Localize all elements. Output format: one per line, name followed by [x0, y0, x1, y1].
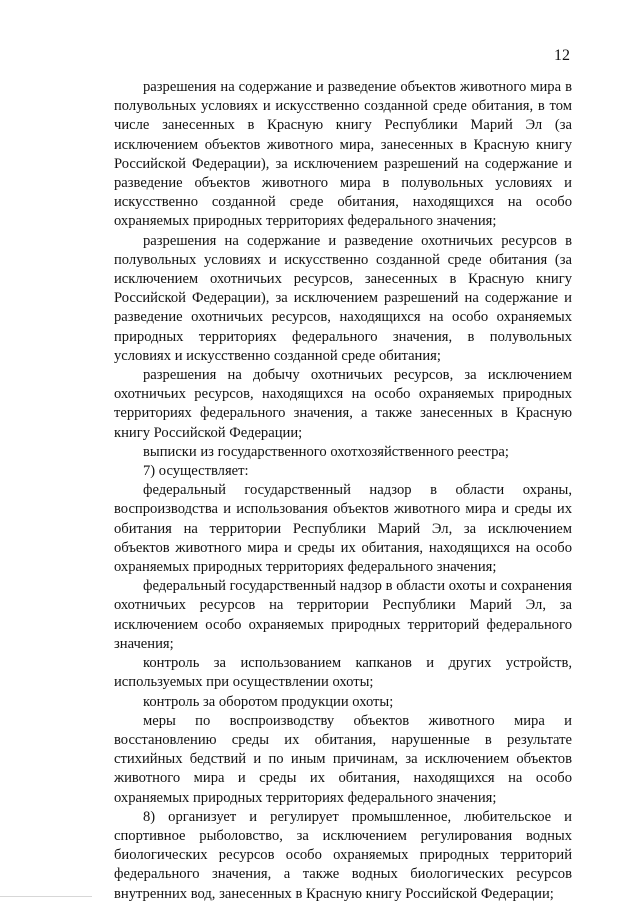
- paragraph-item-8-fishing: 8) организует и регулирует промышленное, любительское и спортивное рыболовство, за исключением регулирования водных биологических ресурсов особо охраняемых природных территорий федерального значения, а также водных биологических ресурсов внутренних вод, занесенных в Красную книгу Российской Федерации;: [114, 808, 572, 902]
- paragraph-hunting-supervision: федеральный государственный надзор в области охоты и сохранения охотничьих ресурсов на территории Республики Марий Эл, за исключением особо охраняемых природных территорий федерального значения;: [114, 578, 572, 652]
- paragraph-registry-extracts: выписки из государственного охотхозяйственного реестра;: [143, 443, 509, 460]
- paragraph-trap-control: контроль за использованием капканов и других устройств, используемых при осуществлении охоты;: [114, 655, 572, 691]
- paragraph-reproduction-measures: меры по воспроизводству объектов животного мира и восстановлению среды их обитания, нарушенные в результате стихийных бедствий и по иным причинам, за исключением объектов животного мира и среды их обитания, находящихся на особо охраняемых природных территориях федерального значения;: [114, 712, 572, 806]
- paragraph-hunting-maintenance-permits-wildlife: разрешения на содержание и разведение объектов животного мира в полувольных условиях и искусственно созданной среде обитания, в том числе занесенных в Красную книгу Республики Марий Эл (за исключением объектов животного мира, занесенных в Красную книгу Российской Федерации), за исключением разрешений на содержание и разведение объектов животного мира в полувольных условиях и искусственно созданной среде обитания, находящихся на особо охраняемых природных территориях федерального значения;: [114, 79, 572, 230]
- paragraph-hunting-products-control: контроль за оборотом продукции охоты;: [143, 693, 394, 710]
- paragraph-wildlife-supervision: федеральный государственный надзор в области охраны, воспроизводства и использования объектов животного мира и среды их обитания на территории Республики Марий Эл, за исключением объектов животного мира и среды их обитания, находящихся на особо охраняемых природных территориях федерального значения;: [114, 482, 572, 576]
- paragraph-hunting-resources-maintenance-permits: разрешения на содержание и разведение охотничьих ресурсов в полувольных условиях и искусственно созданной среде обитания (за исключением охотничьих ресурсов, занесенных в Красную книгу Российской Федерации), за исключением разрешений на содержание и разведение охотничьих ресурсов, находящихся на особо охраняемых природных территориях федерального значения, в полувольных условиях и искусственно созданной среде обитания;: [114, 232, 572, 364]
- page-number: 12: [554, 47, 570, 64]
- document-body: [114, 78, 572, 904]
- paragraph-hunting-extraction-permits: разрешения на добычу охотничьих ресурсов, за исключением охотничьих ресурсов, находящихся на особо охраняемых природных территориях федерального значения, а также занесенных в Красную книгу Российской Федерации;: [114, 367, 572, 441]
- footnote-divider: [0, 896, 92, 897]
- paragraph-item-7-heading: 7) осуществляет:: [143, 463, 249, 480]
